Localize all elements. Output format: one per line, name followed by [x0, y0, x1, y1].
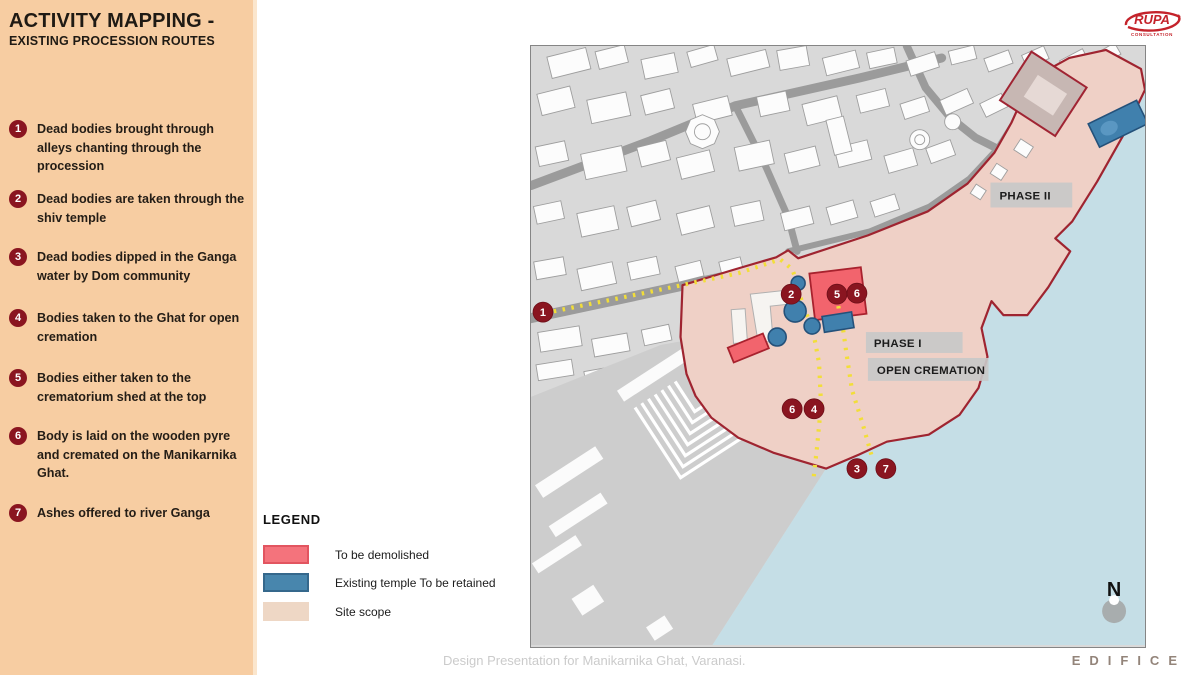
activity-text: Dead bodies are taken through the shiv temple — [37, 192, 245, 225]
open-cremation-label: OPEN CREMATION — [876, 364, 986, 377]
edifice-brand: EDIFICE — [1071, 653, 1186, 668]
svg-text:4: 4 — [811, 403, 818, 416]
page-title: ACTIVITY MAPPING - — [9, 10, 215, 32]
phase2-label: PHASE II — [999, 190, 1051, 203]
route-marker — [804, 399, 824, 419]
page-subtitle: EXISTING PROCESSION ROUTES — [9, 34, 215, 48]
rupa-logo-text: RUPA — [1134, 12, 1170, 27]
activity-badge: 2 — [9, 190, 27, 208]
svg-text:1: 1 — [539, 307, 547, 320]
route-marker — [533, 302, 553, 322]
activity-item — [9, 120, 249, 176]
activity-text: Bodies either taken to the crematorium shed at the top — [37, 371, 207, 404]
legend-item-demolished — [263, 545, 429, 564]
activity-item — [9, 309, 249, 346]
activity-text: Body is laid on the wooden pyre and cremated on the Manikarnika Ghat. — [37, 429, 237, 481]
activity-item — [9, 190, 249, 227]
activity-badge: 7 — [9, 504, 27, 522]
legend-label: To be demolished — [335, 547, 430, 562]
sidebar — [0, 0, 253, 675]
north-label: N — [1106, 579, 1122, 602]
activity-badge: 4 — [9, 309, 27, 327]
map-canvas — [530, 45, 1146, 648]
activity-badge: 3 — [9, 248, 27, 266]
activity-badge: 6 — [9, 427, 27, 445]
svg-text:2: 2 — [788, 289, 795, 302]
route-marker — [847, 459, 867, 479]
activity-text: Dead bodies dipped in the Ganga water by Dom community — [37, 250, 237, 283]
ghat-building — [731, 309, 747, 344]
svg-text:6: 6 — [789, 403, 796, 416]
activity-text: Dead bodies brought through alleys chanting through the procession — [37, 122, 214, 174]
legend-item-temple — [263, 573, 496, 592]
route-marker — [781, 284, 801, 304]
route-marker — [847, 283, 867, 303]
activity-badge: 5 — [9, 369, 27, 387]
site-map — [531, 46, 1145, 647]
activity-item — [9, 369, 249, 406]
legend-swatch-demolished — [263, 545, 309, 564]
legend-label: Existing temple To be retained — [335, 575, 496, 590]
activity-text: Ashes offered to river Ganga — [37, 506, 210, 520]
activity-badge: 1 — [9, 120, 27, 138]
rupa-logo-tagline: CONSULTATION — [1131, 32, 1173, 37]
rupa-logo-icon — [1118, 5, 1186, 41]
footer-caption: Design Presentation for Manikarnika Ghat, Varanasi. — [443, 653, 746, 668]
activity-item — [9, 427, 249, 483]
legend-swatch-site-scope — [263, 602, 309, 621]
svg-text:6: 6 — [853, 288, 860, 301]
route-marker — [876, 459, 896, 479]
legend-title: LEGEND — [263, 512, 321, 527]
legend-label: Site scope — [335, 604, 392, 619]
phase1-label: PHASE I — [873, 337, 922, 350]
svg-text:3: 3 — [853, 463, 860, 476]
legend-item-site-scope — [263, 602, 391, 621]
legend-swatch-temple — [263, 573, 309, 592]
activity-item — [9, 248, 249, 285]
route-marker — [782, 399, 802, 419]
activity-text: Bodies taken to the Ghat for open cremation — [37, 311, 240, 344]
svg-text:5: 5 — [833, 289, 841, 302]
route-marker — [827, 284, 847, 304]
svg-text:7: 7 — [882, 463, 889, 476]
legend — [263, 512, 513, 619]
activity-item — [9, 504, 249, 523]
